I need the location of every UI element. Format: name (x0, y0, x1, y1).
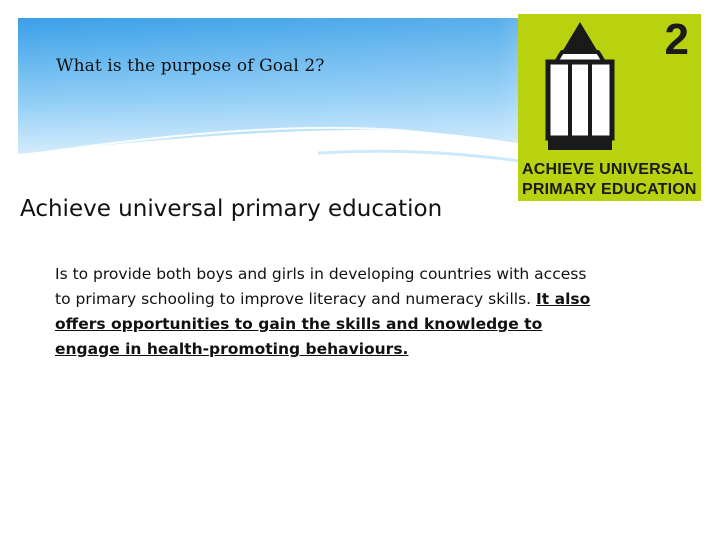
goal-number: 2 (664, 15, 689, 64)
logo-caption-line-2: PRIMARY EDUCATION (522, 181, 697, 198)
slide-title: Achieve universal primary education (20, 196, 443, 222)
goal-2-logo (518, 14, 701, 201)
body-paragraph (55, 262, 600, 362)
logo-caption-line-1: ACHIEVE UNIVERSAL (522, 161, 694, 178)
body-text-plain: Is to provide both boys and girls in developing countries with access to primary schooling to improve literacy and numeracy skills. (55, 265, 587, 308)
question-heading: What is the purpose of Goal 2? (56, 56, 325, 76)
body-text-emphasis: It also offers opportunities to gain the skills and knowledge to engage in health-promoting behaviours. (55, 290, 591, 358)
